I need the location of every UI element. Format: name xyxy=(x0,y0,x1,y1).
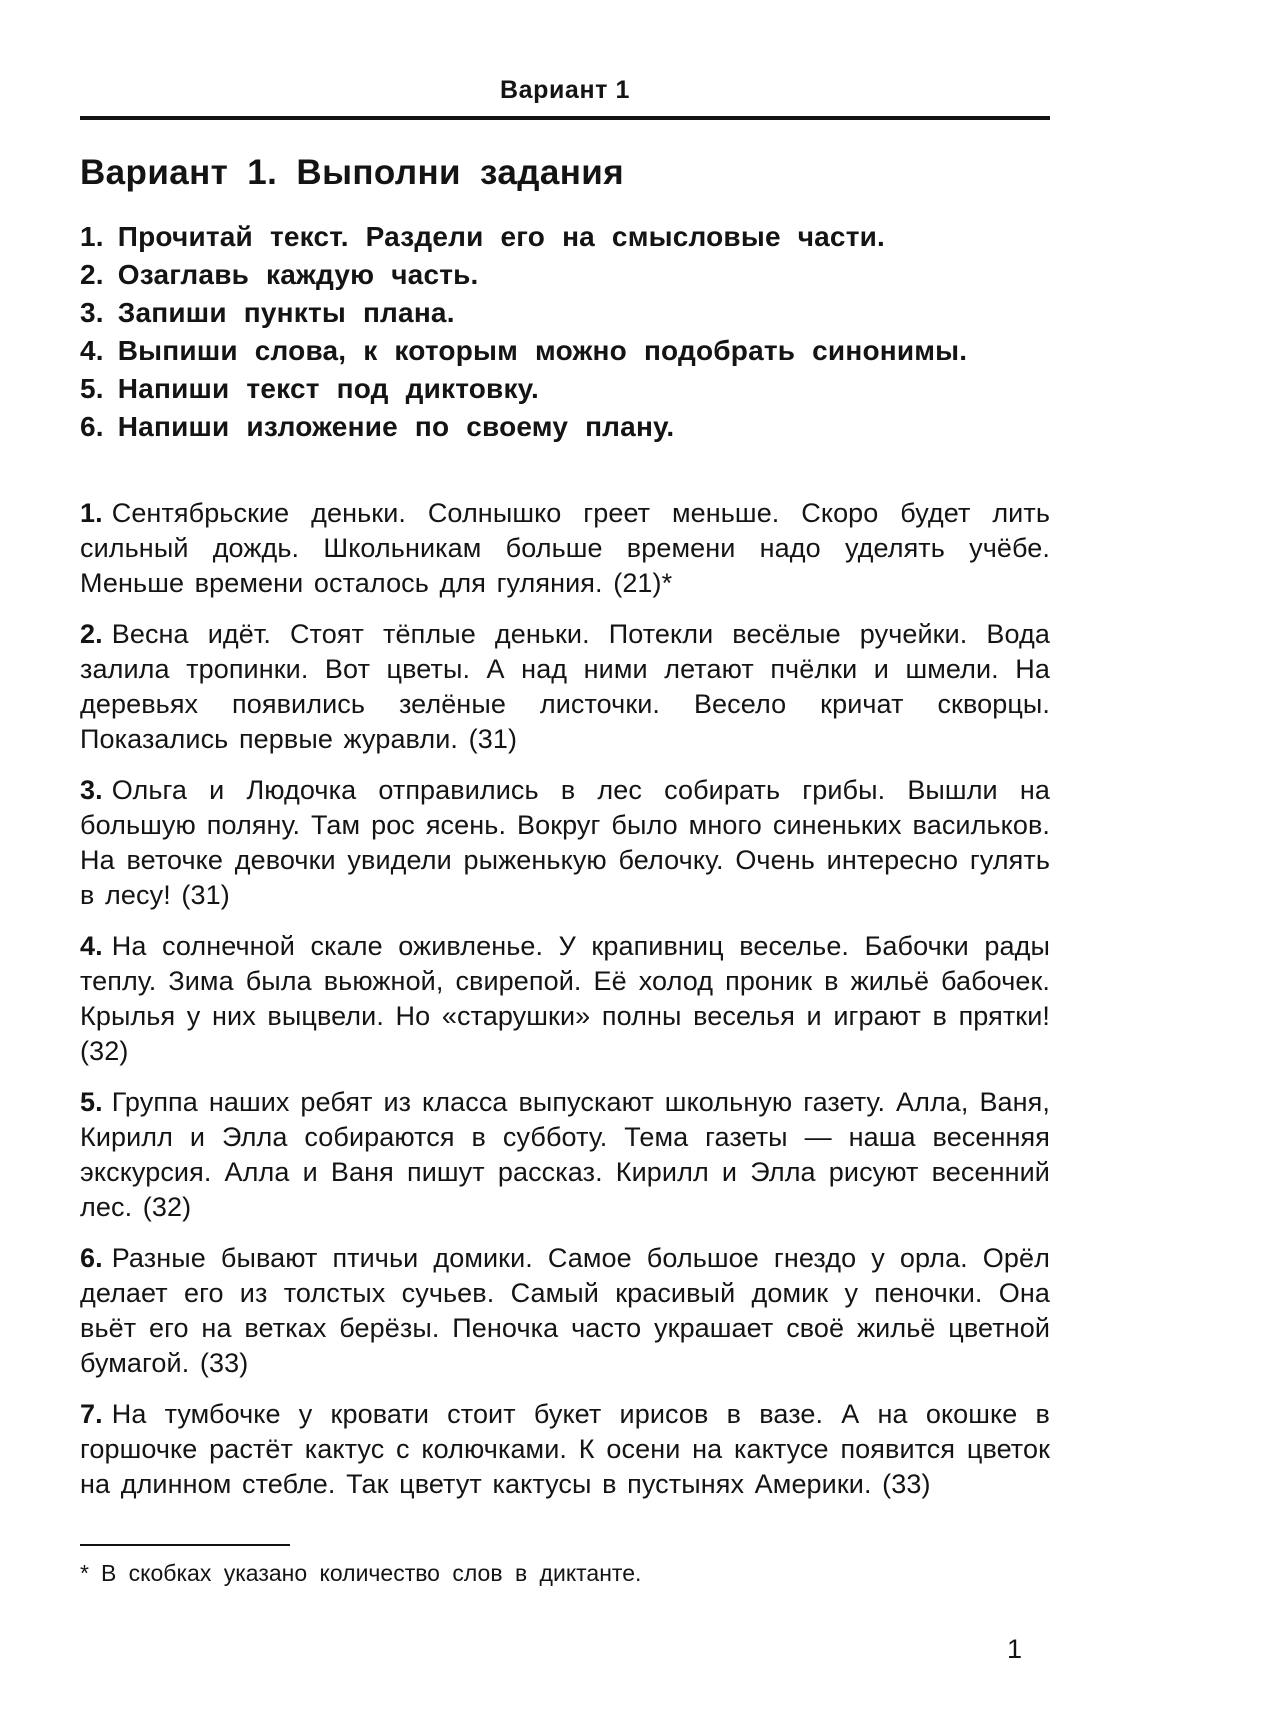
paragraph-text: Ольга и Людочка отправились в лес собирать грибы. Вышли на большую поляну. Там рос ясень. Вокруг было много синеньких васильков. На веточке девочки увидели рыженькую белочку. Очень интересно гулять в лесу! (31) xyxy=(80,775,1050,910)
page-title: Вариант 1. Выполни задания xyxy=(80,153,625,192)
paragraph-number: 2. xyxy=(80,619,103,649)
paragraph-number: 3. xyxy=(80,775,103,805)
footnote-rule xyxy=(80,1544,290,1546)
task-item-5 xyxy=(80,370,1050,408)
task-text: Прочитай текст. Раздели его на смысловые части. xyxy=(117,221,886,252)
task-number: 5. xyxy=(80,373,104,404)
paragraph-text: Весна идёт. Стоят тёплые деньки. Потекли весёлые ручейки. Вода залила тропинки. Вот цветы. А над ними летают пчёлки и шмели. На деревьях появились зелёные листочки. Весело кричат скворцы. Показались первые журавли. (31) xyxy=(80,619,1050,754)
task-list xyxy=(80,218,1050,446)
task-number: 4. xyxy=(80,335,104,366)
task-text: Напиши текст под диктовку. xyxy=(117,373,539,404)
footnote xyxy=(80,1544,1050,1588)
task-item-3 xyxy=(80,294,1050,332)
paragraph-text: На тумбочке у кровати стоит букет ирисов в вазе. А на окошке в горшочке растёт кактус с колючками. К осени на кактусе появится цветок на длинном стебле. Так цветут кактусы в пустынях Америки. (33) xyxy=(80,1399,1050,1499)
task-number: 2. xyxy=(80,259,104,290)
task-item-1 xyxy=(80,218,1050,256)
footnote-text xyxy=(80,1558,1050,1588)
task-item-6 xyxy=(80,408,1050,446)
dictation-paragraph-4 xyxy=(80,929,1050,1069)
paragraph-text: Сентябрьские деньки. Солнышко греет меньше. Скоро будет лить сильный дождь. Школьникам больше времени надо уделять учёбе. Меньше времени осталось для гуляния. (21)* xyxy=(80,498,1050,598)
paragraph-number: 6. xyxy=(80,1243,103,1273)
task-text: Запиши пункты плана. xyxy=(117,297,455,328)
header-rule xyxy=(80,116,1050,120)
dictation-paragraph-5 xyxy=(80,1085,1050,1225)
footnote-body: В скобках указано количество слов в диктанте. xyxy=(100,1560,642,1586)
paragraph-number: 7. xyxy=(80,1399,103,1429)
paragraph-number: 5. xyxy=(80,1087,103,1117)
task-text: Озаглавь каждую часть. xyxy=(117,259,479,290)
task-text: Выпиши слова, к которым можно подобрать синонимы. xyxy=(117,335,968,366)
task-item-4 xyxy=(80,332,1050,370)
footnote-marker: * xyxy=(80,1560,89,1586)
dictation-paragraph-6 xyxy=(80,1241,1050,1381)
task-item-2 xyxy=(80,256,1050,294)
task-text: Напиши изложение по своему плану. xyxy=(117,411,675,442)
task-number: 3. xyxy=(80,297,104,328)
dictation-texts xyxy=(80,496,1050,1502)
dictation-paragraph-3 xyxy=(80,773,1050,913)
paragraph-text: Разные бывают птичьи домики. Самое большое гнездо у орла. Орёл делает его из толстых сучьев. Самый красивый домик у пеночки. Она вьёт его на ветках берёзы. Пеночка часто украшает своё жильё цветной бумагой. (33) xyxy=(80,1243,1050,1378)
paragraph-number: 1. xyxy=(80,498,103,528)
page-number: 1 xyxy=(1006,1634,1022,1664)
dictation-paragraph-1 xyxy=(80,496,1050,601)
task-number: 1. xyxy=(80,221,104,252)
running-header-text: Вариант 1 xyxy=(499,76,631,104)
paragraph-number: 4. xyxy=(80,931,103,961)
paragraph-text: Группа наших ребят из класса выпускают школьную газету. Алла, Ваня, Кирилл и Элла собираются в субботу. Тема газеты — наша весенняя экскурсия. Алла и Ваня пишут рассказ. Кирилл и Элла рисуют весенний лес. (32) xyxy=(80,1087,1050,1222)
paragraph-text: На солнечной скале оживленье. У крапивниц веселье. Бабочки рады теплу. Зима была вьюжной, свирепой. Её холод проник в жильё бабочек. Крылья у них выцвели. Но «старушки» полны веселья и играют в прятки! (32) xyxy=(80,931,1050,1066)
dictation-paragraph-2 xyxy=(80,617,1050,757)
running-header xyxy=(80,78,1050,103)
task-number: 6. xyxy=(80,411,104,442)
dictation-paragraph-7 xyxy=(80,1397,1050,1502)
